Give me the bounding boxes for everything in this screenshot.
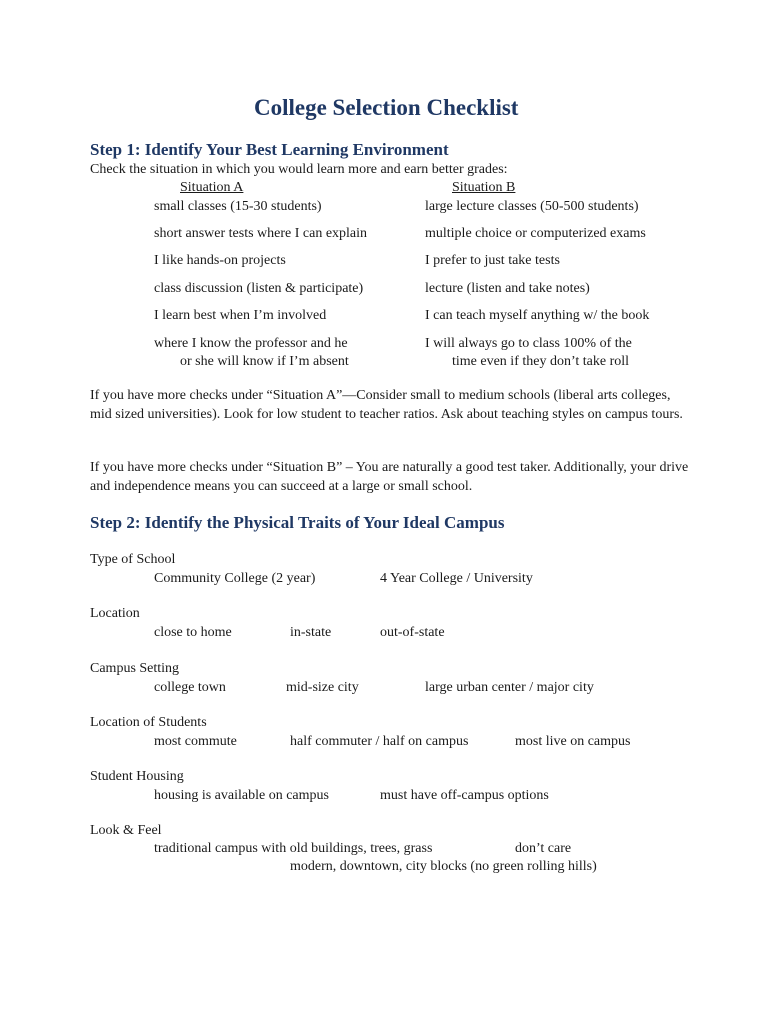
campus-setting-option[interactable]: mid-size city <box>286 680 359 695</box>
situation-b-option-continued: time even if they don’t take roll <box>452 354 630 369</box>
location-option[interactable]: out-of-state <box>380 625 445 640</box>
situation-a-option[interactable]: I like hands-on projects <box>154 253 286 268</box>
situation-a-option[interactable]: where I know the professor and he <box>154 336 348 351</box>
page-title: College Selection Checklist <box>254 95 519 120</box>
situation-b-header: Situation B <box>452 180 516 195</box>
situation-b-option[interactable]: multiple choice or computerized exams <box>425 226 646 241</box>
situation-a-option[interactable]: short answer tests where I can explain <box>154 226 368 241</box>
campus-setting-label: Campus Setting <box>90 661 180 676</box>
situation-b-option[interactable]: I will always go to class 100% of the <box>425 336 632 351</box>
location-option[interactable]: in-state <box>290 625 332 640</box>
student-housing-option[interactable]: must have off-campus options <box>380 788 549 803</box>
type-of-school-label: Type of School <box>90 552 176 567</box>
student-housing-label: Student Housing <box>90 769 184 784</box>
situation-a-header: Situation A <box>180 180 244 195</box>
situation-a-option-continued: or she will know if I’m absent <box>180 354 349 369</box>
student-housing-option[interactable]: housing is available on campus <box>154 788 329 803</box>
type-of-school-option[interactable]: Community College (2 year) <box>154 571 316 586</box>
location-of-students-option[interactable]: most live on campus <box>515 734 631 749</box>
situation-b-option[interactable]: lecture (listen and take notes) <box>425 281 590 296</box>
location-of-students-label: Location of Students <box>90 715 207 730</box>
campus-setting-option[interactable]: large urban center / major city <box>425 680 594 695</box>
location-of-students-option[interactable]: most commute <box>154 734 237 749</box>
campus-setting-option[interactable]: college town <box>154 680 226 695</box>
look-and-feel-label: Look & Feel <box>90 823 162 838</box>
situation-a-advice: If you have more checks under “Situation A”—Consider small to medium schools (liberal arts colleges, mid sized universities). Look for low student to teacher ratios. Ask about teaching styles on campus tours. <box>90 388 683 422</box>
location-of-students-option[interactable]: half commuter / half on campus <box>290 734 469 749</box>
look-and-feel-option[interactable]: traditional campus with old buildings, trees, grass <box>154 841 433 856</box>
location-label: Location <box>90 606 140 621</box>
step1-intro: Check the situation in which you would learn more and earn better grades: <box>90 162 508 177</box>
situation-a-option[interactable]: I learn best when I’m involved <box>154 308 327 323</box>
type-of-school-option[interactable]: 4 Year College / University <box>380 571 533 586</box>
situation-a-option[interactable]: class discussion (listen & participate) <box>154 281 364 296</box>
situation-b-advice: If you have more checks under “Situation B” – You are naturally a good test taker. Additionally, your drive and independence means you can succeed at a large or small school. <box>90 460 689 494</box>
location-option[interactable]: close to home <box>154 625 232 640</box>
situation-a-option[interactable]: small classes (15-30 students) <box>154 199 322 214</box>
step1-heading: Step 1: Identify Your Best Learning Environment <box>90 140 449 159</box>
situation-b-option[interactable]: I prefer to just take tests <box>425 253 560 268</box>
situation-b-option[interactable]: I can teach myself anything w/ the book <box>425 308 650 323</box>
step2-heading: Step 2: Identify the Physical Traits of Your Ideal Campus <box>90 513 505 532</box>
look-and-feel-option[interactable]: don’t care <box>515 841 572 856</box>
look-and-feel-option[interactable]: modern, downtown, city blocks (no green rolling hills) <box>290 859 597 874</box>
situation-b-option[interactable]: large lecture classes (50-500 students) <box>425 199 639 214</box>
